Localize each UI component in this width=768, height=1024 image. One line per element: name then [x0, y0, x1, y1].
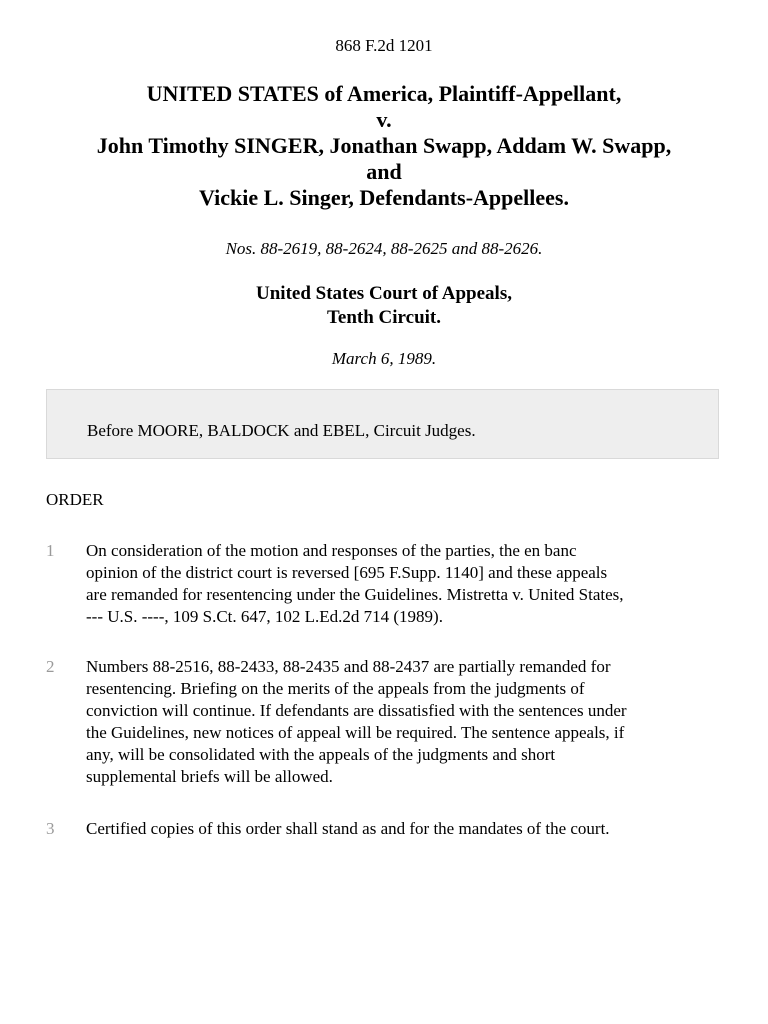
- paragraph-number: 2: [46, 657, 55, 676]
- paragraph-line: resentencing. Briefing on the merits of the appeals from the judgments of: [86, 679, 585, 698]
- caption-line-defendants-appellees: Vickie L. Singer, Defendants-Appellees.: [199, 185, 569, 210]
- case-caption: [0, 81, 768, 211]
- paragraph-text: [86, 818, 726, 840]
- order-heading: ORDER: [46, 490, 104, 509]
- paragraph-line: On consideration of the motion and responses of the parties, the en banc: [86, 541, 577, 560]
- paragraph-number: 3: [46, 819, 55, 838]
- paragraph-line: supplemental briefs will be allowed.: [86, 767, 333, 786]
- decision-date: March 6, 1989.: [331, 349, 437, 368]
- paragraph-line: any, will be consolidated with the appeals of the judgments and short: [86, 745, 556, 764]
- caption-line-plaintiff: UNITED STATES of America, Plaintiff-Appellant,: [146, 81, 622, 106]
- paragraph-text: [86, 656, 726, 788]
- caption-line-defendants: John Timothy SINGER, Jonathan Swapp, Addam W. Swapp,: [96, 133, 672, 158]
- court-name-line: United States Court of Appeals,: [256, 283, 512, 304]
- caption-line-versus: v.: [376, 107, 392, 132]
- paragraph-line: Certified copies of this order shall stand as and for the mandates of the court.: [86, 819, 610, 838]
- paragraph-line: opinion of the district court is reversed [695 F.Supp. 1140] and these appeals: [86, 563, 608, 582]
- court-name: [0, 282, 768, 330]
- paragraph-line: are remanded for resentencing under the Guidelines. Mistretta v. United States,: [86, 585, 624, 604]
- court-circuit-line: Tenth Circuit.: [326, 307, 442, 328]
- paragraph-line: the Guidelines, new notices of appeal will be required. The sentence appeals, if: [86, 723, 625, 742]
- judges-panel-text: Before MOORE, BALDOCK and EBEL, Circuit Judges.: [87, 421, 476, 440]
- paragraph-text: [86, 540, 726, 628]
- paragraph-line: Numbers 88-2516, 88-2433, 88-2435 and 88-2437 are partially remanded for: [86, 657, 611, 676]
- docket-numbers: Nos. 88-2619, 88-2624, 88-2625 and 88-2626.: [225, 239, 543, 258]
- case-citation: 868 F.2d 1201: [335, 36, 433, 55]
- paragraph-line: conviction will continue. If defendants are dissatisfied with the sentences under: [86, 701, 627, 720]
- paragraph-line: --- U.S. ----, 109 S.Ct. 647, 102 L.Ed.2d 714 (1989).: [86, 607, 443, 626]
- caption-line-and: and: [366, 159, 402, 184]
- paragraph-number: 1: [46, 541, 55, 560]
